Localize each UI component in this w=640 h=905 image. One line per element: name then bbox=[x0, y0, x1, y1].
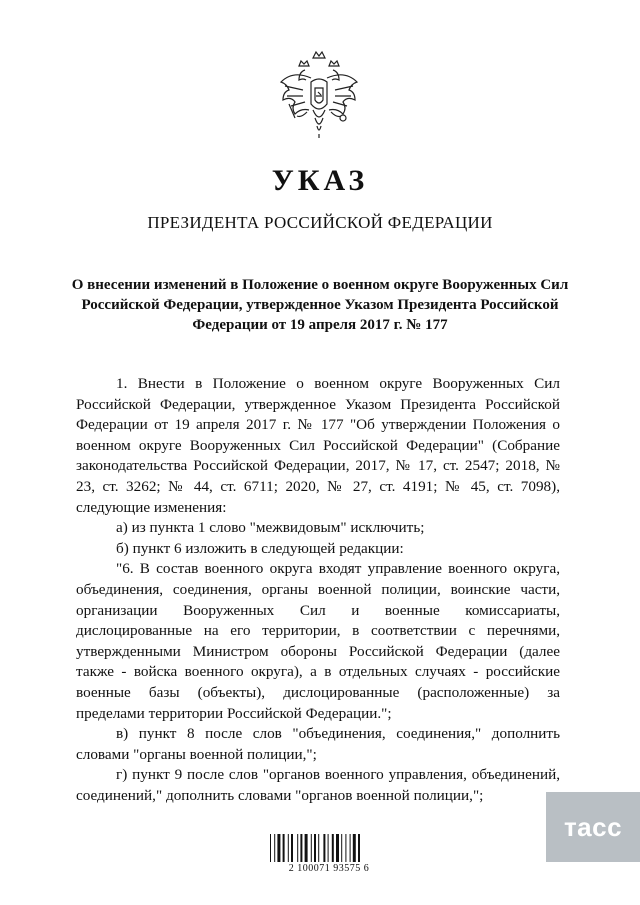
paragraph-6: "6. В состав военного округа входят управление военного округа, объединения, соединения, органы военной полиции, воинские части, организации Вооруженных Сил и военные комиссариаты, дислоцированные на его территории, в соответствии с перечнями, утвержденными Министром обороны Российской Федерации (далее также - войска военного округа), а в отдельных случаях - российские военные базы (объекты), дислоцированные (расположенные) за пределами территории Российской Федерации."; bbox=[76, 560, 560, 722]
document-subtitle: ПРЕЗИДЕНТА РОССИЙСКОЙ ФЕДЕРАЦИИ bbox=[147, 213, 493, 232]
paragraph-b: б) пункт 6 изложить в следующей редакции: bbox=[116, 539, 404, 557]
paragraph-1: 1. Внести в Положение о военном округе Вооруженных Сил Российской Федерации, утвержденное Указом Президента Российской Федерации от 19 апреля 2017 г. № 177 "Об утверждении Положения о военном округе Вооруженных Сил Российской Федерации" (Собрание законодательства Российской Федерации, 2017, № 17, ст. 2547; 2018, № 23, ст. 3262; № 44, ст. 6711; 2020, № 27, ст. 4191; № 45, ст. 7098), следующие изменения: bbox=[76, 375, 560, 516]
document-title: УКАЗ bbox=[271, 164, 369, 197]
tass-logo-text: тасс bbox=[563, 811, 623, 842]
paragraph-v: в) пункт 8 после слов "объединения, соединения," дополнить словами "органы военной полиции,"; bbox=[76, 725, 560, 763]
paragraph-a: а) из пункта 1 слово "межвидовым" исключить; bbox=[116, 519, 425, 537]
document-body bbox=[76, 374, 560, 806]
tass-logo bbox=[546, 792, 640, 862]
barcode-icon bbox=[268, 826, 388, 864]
emblem-icon bbox=[277, 48, 361, 144]
paragraph-g: г) пункт 9 после слов "органов военного управления, объединений, соединений," дополнить словами "органов военной полиции,"; bbox=[76, 766, 560, 804]
document-heading: О внесении изменений в Положение о военном округе Вооруженных Сил Российской Федерации, утвержденное Указом Президента Российской Федерации от 19 апреля 2017 г. № 177 bbox=[71, 277, 569, 333]
barcode-number: 2 100071 93575 6 bbox=[288, 863, 370, 874]
